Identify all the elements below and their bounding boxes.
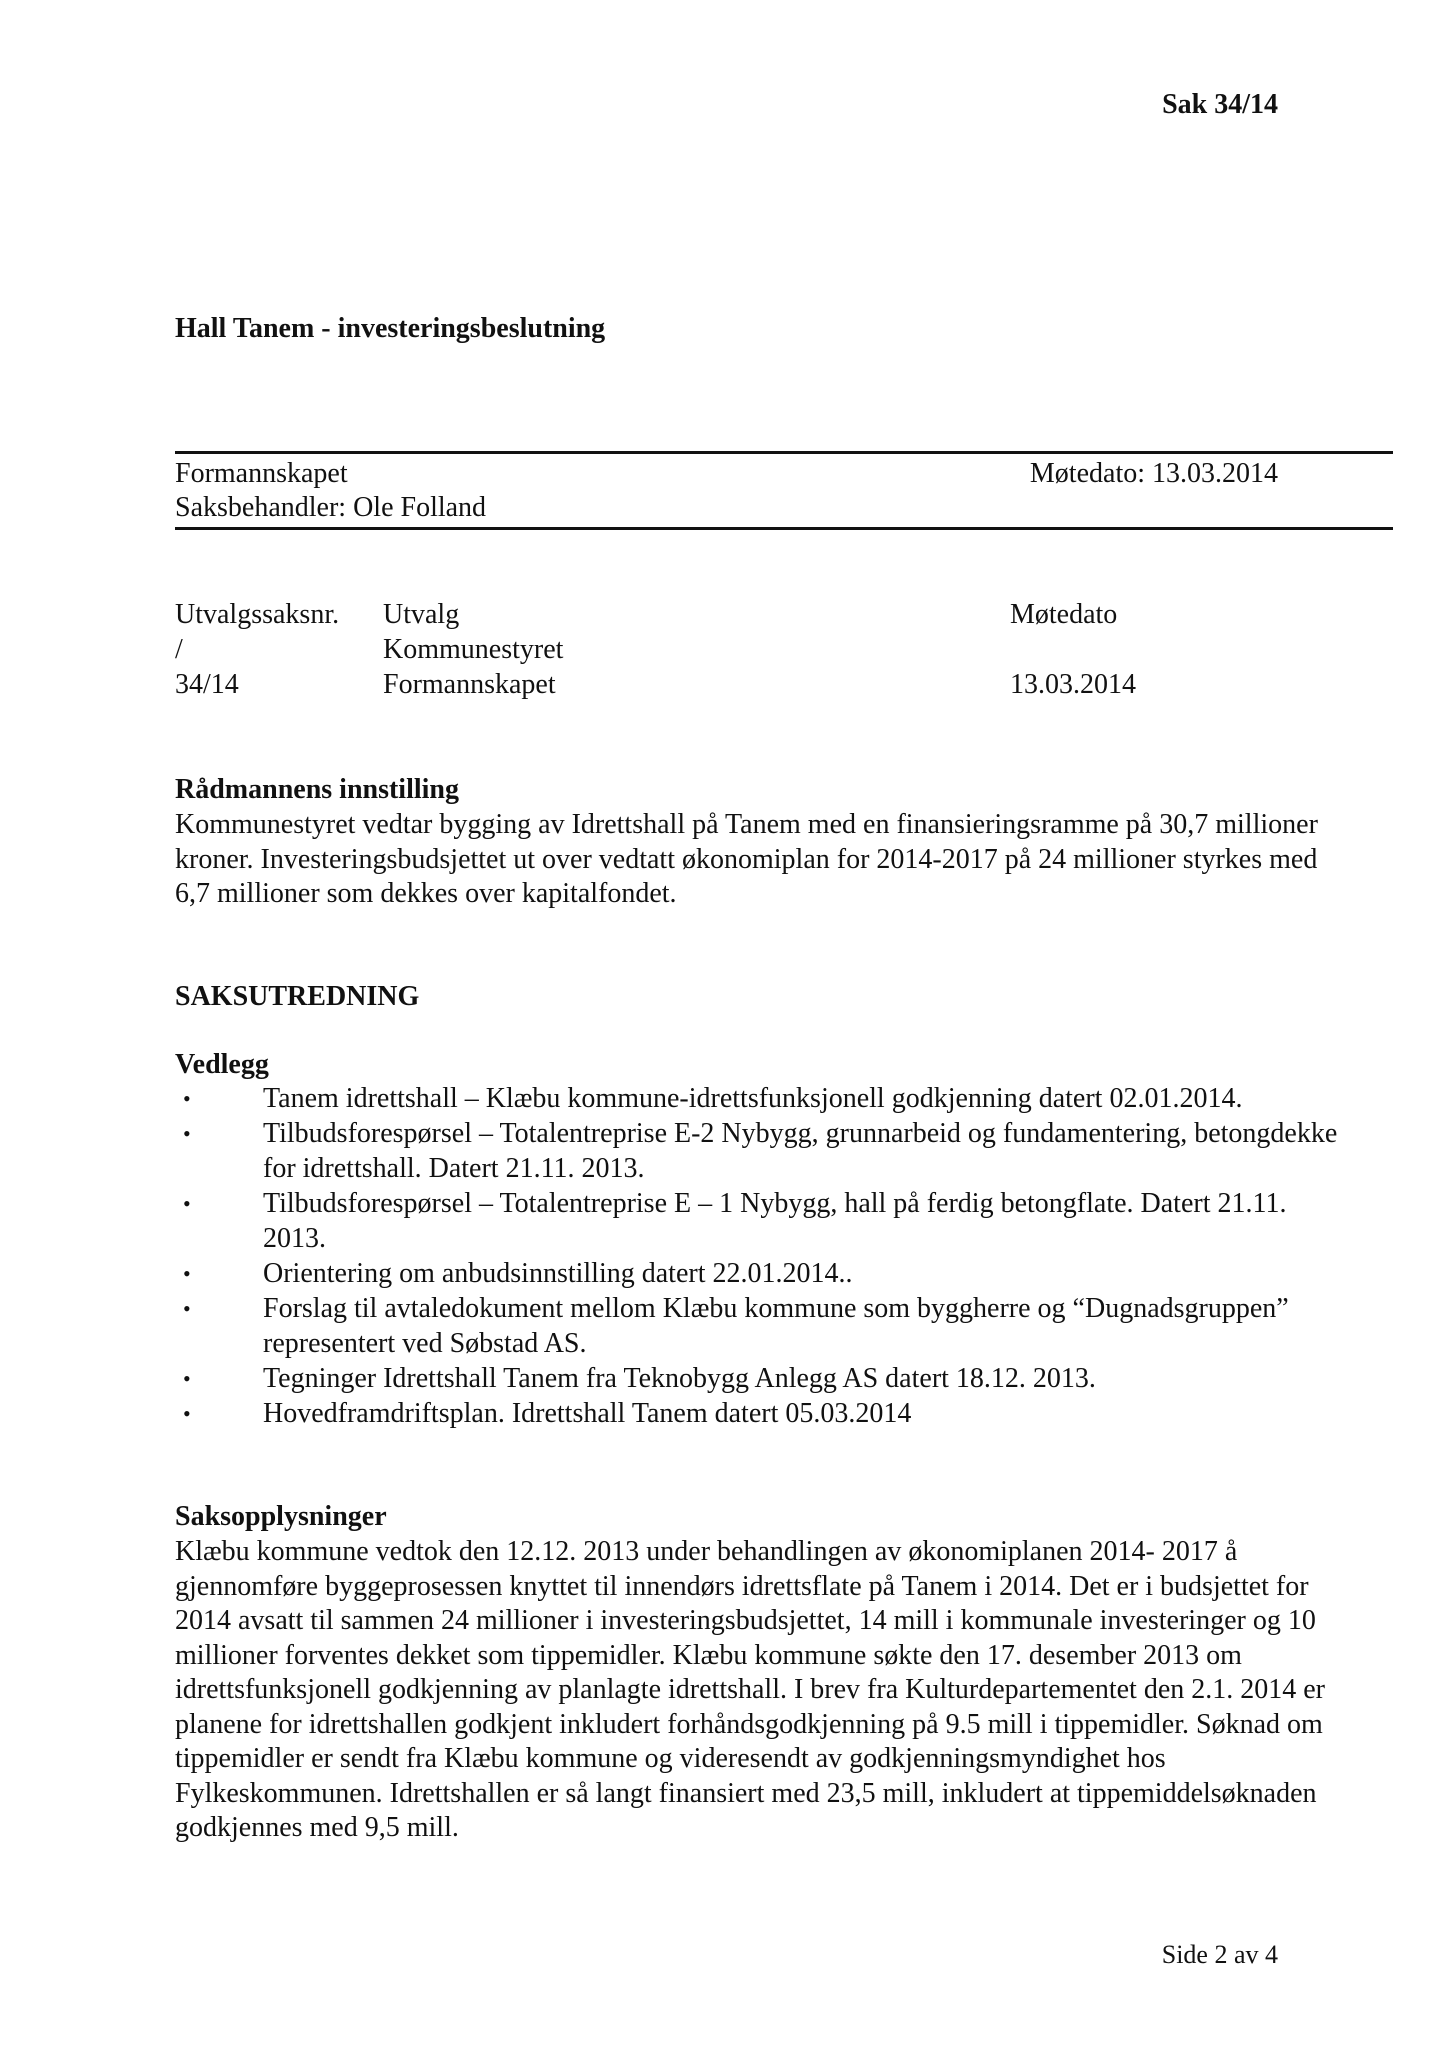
case-info-text: Klæbu kommune vedtok den 12.12. 2013 under behandlingen av økonomiplanen 2014- 2017 å gjennomføre byggeprosessen knyttet til innendørs idrettsflate på Tanem i 2014. Det er i budsjettet for 2014 avsatt til sammen 24 millioner i investeringsbudsjettet, 14 mill i kommunale investeringer og 10 millioner forventes dekket som tippemidler. Klæbu kommune søkte den 17. desember 2013 om idrettsfunksjonell godkjenning av planlagte idrettshall. I brev fra Kulturdepartementet den 2.1. 2014 er planene for idrettshallen godkjent inkludert forhåndsgodkjenning på 9.5 mill i tippemidler. Søknad om tippemidler er sendt fra Klæbu kommune og videresendt av godkjenningsmyndighet hos Fylkeskommunen. Idrettshallen er så langt finansiert med 23,5 mill, inkludert at tippemiddelsøknaden godkjennes med 9,5 mill. — [175, 1536, 1325, 1843]
case-officer: Saksbehandler: Ole Folland — [175, 492, 487, 523]
document-title: Hall Tanem - investeringsbeslutning — [175, 313, 606, 344]
case-info-heading: Saksopplysninger — [175, 1501, 387, 1532]
recommendation-heading: Rådmannens innstilling — [175, 774, 459, 805]
table-cell: / — [175, 634, 183, 665]
meeting-date: Møtedato: 13.03.2014 — [1029, 458, 1278, 489]
bullet-icon: • — [183, 1121, 191, 1146]
list-item: • Tegninger Idrettshall Tanem fra Teknobygg Anlegg AS datert 18.12. 2013. — [183, 1363, 1096, 1394]
column-header-meeting-date: Møtedato — [1010, 599, 1118, 630]
section-heading: SAKSUTREDNING — [175, 981, 420, 1012]
list-item: • Orientering om anbudsinnstilling datert 22.01.2014.. — [183, 1258, 853, 1289]
column-header-committee: Utvalg — [383, 599, 460, 630]
bullet-icon: • — [183, 1401, 191, 1426]
bullet-icon: • — [183, 1261, 191, 1286]
bullet-icon: • — [183, 1366, 191, 1391]
table-cell: Formannskapet — [383, 669, 556, 700]
bullet-icon: • — [183, 1296, 191, 1321]
header-bottom-rule — [175, 527, 1393, 530]
page-number: Side 2 av 4 — [1161, 1940, 1278, 1969]
header-top-rule — [175, 451, 1393, 454]
list-item: • Tilbudsforespørsel – Totalentreprise E – 1 Nybygg, hall på ferdig betongflate. Datert 21.11. 2013. — [183, 1188, 1287, 1254]
bullet-icon: • — [183, 1086, 191, 1111]
list-item: • Forslag til avtaledokument mellom Klæbu kommune som byggherre og “Dugnadsgruppen” representert ved Søbstad AS. — [183, 1293, 1289, 1359]
table-cell: 34/14 — [175, 669, 239, 700]
committee-name: Formannskapet — [175, 458, 348, 489]
case-number: Sak 34/14 — [1162, 89, 1278, 120]
table-cell: Kommunestyret — [383, 634, 564, 665]
list-item: • Tilbudsforespørsel – Totalentreprise E-2 Nybygg, grunnarbeid og fundamentering, betongdekke for idrettshall. Datert 21.11. 2013. — [183, 1118, 1338, 1184]
attachments-heading: Vedlegg — [175, 1049, 269, 1080]
list-item: • Tanem idrettshall – Klæbu kommune-idrettsfunksjonell godkjenning datert 02.01.2014. — [183, 1083, 1243, 1114]
bullet-icon: • — [183, 1191, 191, 1216]
recommendation-text: Kommunestyret vedtar bygging av Idrettshall på Tanem med en finansieringsramme på 30,7 millioner kroner. Investeringsbudsjettet ut over vedtatt økonomiplan for 2014-2017 på 24 millioner styrkes med 6,7 millioner som dekkes over kapitalfondet. — [175, 809, 1318, 909]
column-header-case-no: Utvalgssaksnr. — [175, 599, 340, 630]
attachments-list — [175, 1081, 1355, 1431]
table-cell: 13.03.2014 — [1010, 669, 1136, 700]
list-item: • Hovedframdriftsplan. Idrettshall Tanem datert 05.03.2014 — [183, 1398, 912, 1429]
